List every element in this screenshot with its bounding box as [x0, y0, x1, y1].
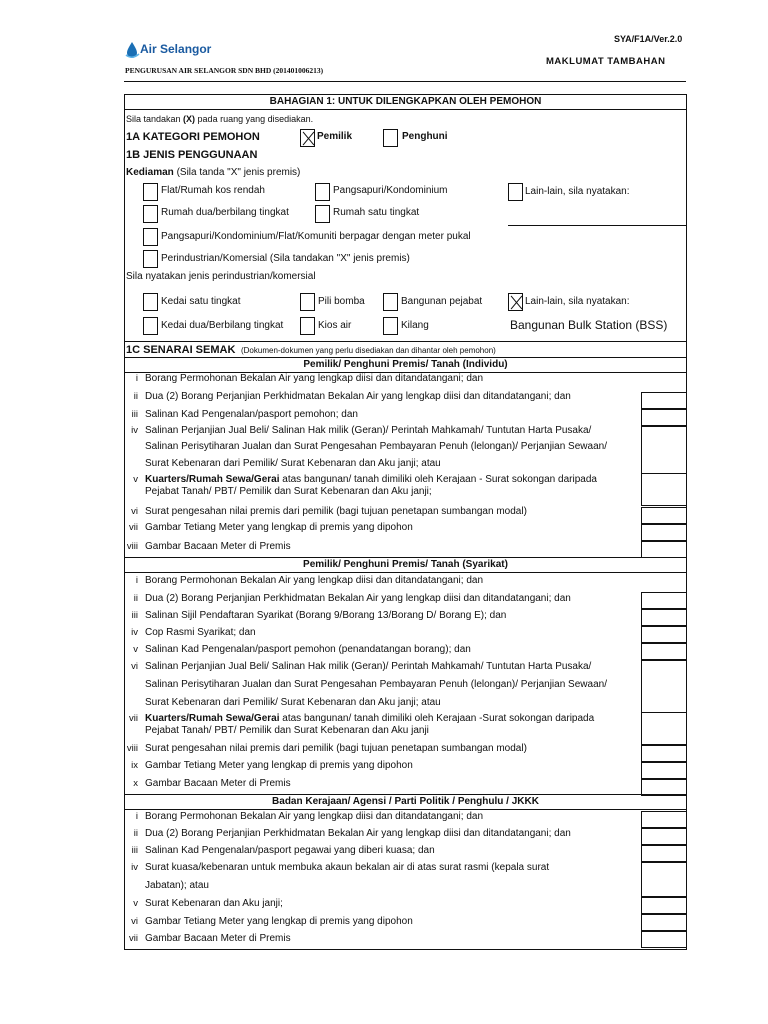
row-text: Salinan Perisytiharan Jualan dan Surat Pengesahan Pembayaran Penuh (lelongan)/ Perjanjian Sewaan/ [145, 441, 607, 452]
group-title: Pemilik/ Penghuni Premis/ Tanah (Syarikat) [303, 559, 508, 570]
rule [124, 109, 687, 110]
row-text: Surat pengesahan nilai premis dari pemilik (bagi tujuan penetapan sumbangan modal) [145, 506, 527, 517]
checklist-box[interactable] [641, 828, 687, 845]
label-kedai-satu: Kedai satu tingkat [161, 296, 241, 307]
row-text: Salinan Sijil Pendaftaran Syarikat (Borang 9/Borang 13/Borang D/ Borang E); dan [145, 610, 507, 621]
row-text: Salinan Perisytiharan Jualan dan Surat Pengesahan Pembayaran Penuh (lelongan)/ Perjanjian Sewaan/ [145, 679, 607, 690]
checklist-box[interactable] [641, 811, 687, 828]
row-text: Gambar Tetiang Meter yang lengkap di premis yang dipohon [145, 916, 413, 927]
row-number: ii [133, 391, 138, 402]
row-text: Salinan Kad Pengenalan/pasport pemohon (penandatangan borang); dan [145, 644, 471, 655]
checkbox-pili[interactable] [300, 293, 315, 311]
checklist-box[interactable] [641, 931, 687, 948]
lain-industri-value[interactable]: Bangunan Bulk Station (BSS) [510, 318, 668, 332]
label-kios: Kios air [318, 320, 352, 331]
row-text: Dua (2) Borang Perjanjian Perkhidmatan Bekalan Air yang lengkap diisi dan ditandatangani; dan [145, 828, 571, 839]
checkbox-pukal[interactable] [143, 228, 158, 246]
checkbox-industri[interactable] [143, 250, 158, 268]
row-number: v [133, 474, 138, 485]
label-lain-industri: Lain-lain, sila nyatakan: [525, 296, 630, 307]
row-text: Gambar Bacaan Meter di Premis [145, 778, 291, 789]
checkbox-pejabat[interactable] [383, 293, 398, 311]
checkbox-kedai-dua[interactable] [143, 317, 158, 335]
row-number: viii [126, 541, 138, 552]
doc-title: MAKLUMAT TAMBAHAN [546, 56, 666, 67]
checklist-box[interactable] [641, 473, 687, 506]
row-number: iii [131, 409, 138, 420]
checklist-box[interactable] [641, 914, 687, 931]
label-pukal: Pangsapuri/Kondominium/Flat/Komuniti berpagar dengan meter pukal [161, 231, 471, 242]
checklist-box[interactable] [641, 845, 687, 862]
1b-label: 1B JENIS PENGGUNAAN [126, 149, 258, 161]
checklist-box[interactable] [641, 762, 687, 779]
row-number: iv [131, 627, 138, 638]
row-number: x [133, 778, 138, 789]
row-text: Surat kuasa/kebenaran untuk membuka akaun bekalan air di atas surat rasmi (kepala surat [145, 862, 550, 873]
checkbox-pemilik[interactable] [300, 129, 315, 147]
label-rumah-satu: Rumah satu tingkat [333, 207, 420, 218]
row-text: Borang Permohonan Bekalan Air yang lengkap diisi dan ditandatangani; dan [145, 811, 484, 822]
row-number: ii [133, 593, 138, 604]
row-text: Surat Kebenaran dari Pemilik/ Surat Kebenaran dan Aku janji; atau [145, 697, 441, 708]
row-text: Borang Permohonan Bekalan Air yang lengkap diisi dan ditandatangani; dan [145, 373, 484, 384]
row-number: ii [133, 828, 138, 839]
checklist-box[interactable] [641, 592, 687, 609]
row-number: i [135, 811, 138, 822]
row-text: Gambar Tetiang Meter yang lengkap di premis yang dipohon [145, 760, 413, 771]
label-penghuni: Penghuni [402, 131, 448, 142]
label-industri: Perindustrian/Komersial (Sila tandakan "X" jenis premis) [161, 253, 410, 264]
company-name: PENGURUSAN AIR SELANGOR SDN BHD (201401006213) [125, 66, 324, 75]
row-number: ix [131, 760, 138, 771]
checkbox-kilang[interactable] [383, 317, 398, 335]
section-title: BAHAGIAN 1: UNTUK DILENGKAPKAN OLEH PEMOHON [269, 96, 542, 107]
checkbox-kedai-satu[interactable] [143, 293, 158, 311]
water-drop-logo-icon [124, 41, 140, 59]
checkbox-lain-industri[interactable] [508, 293, 523, 311]
label-pangsapuri: Pangsapuri/Kondominium [333, 185, 448, 196]
checkbox-pangsapuri[interactable] [315, 183, 330, 201]
row-text: Dua (2) Borang Perjanjian Perkhidmatan Bekalan Air yang lengkap diisi dan ditandatangani; dan [145, 593, 571, 604]
row-text [145, 474, 597, 486]
checkbox-kios[interactable] [300, 317, 315, 335]
row-number: i [135, 373, 138, 384]
lain-kediaman-input-line[interactable] [508, 225, 686, 226]
label-pili: Pili bomba [318, 296, 365, 307]
checklist-box[interactable] [641, 897, 687, 914]
rule [124, 341, 687, 342]
checklist-box[interactable] [641, 745, 687, 762]
checklist-box[interactable] [641, 643, 687, 660]
group-rule [124, 809, 687, 810]
row-number: viii [126, 743, 138, 754]
form-code: SYA/F1A/Ver.2.0 [614, 34, 683, 44]
row-text: Salinan Kad Pengenalan/pasport pemohon; dan [145, 409, 358, 420]
row-text: Salinan Kad Pengenalan/pasport pegawai yang diberi kuasa; dan [145, 845, 435, 856]
row-text: Surat pengesahan nilai premis dari pemilik (bagi tujuan penetapan sumbangan modal) [145, 743, 527, 754]
header-rule [124, 81, 686, 82]
row-number: vi [131, 916, 138, 927]
row-text-bold: Kuarters/Rumah Sewa/Gerai [145, 713, 280, 724]
group-rule [124, 794, 687, 795]
row-text: Jabatan); atau [145, 880, 209, 891]
row-number: iv [131, 425, 138, 436]
row-text: Surat Kebenaran dari Pemilik/ Surat Kebenaran dan Aku janji; atau [145, 458, 441, 469]
checklist-box[interactable] [641, 392, 687, 409]
logo-text: Air Selangor [140, 42, 212, 56]
label-kilang: Kilang [401, 320, 429, 331]
row-text: Salinan Perjanjian Jual Beli/ Salinan Hak milik (Geran)/ Perintah Mahkamah/ Tuntutan Harta Pusaka/ [145, 661, 592, 672]
row-number: iii [131, 845, 138, 856]
row-text: Surat Kebenaran dan Aku janji; [145, 898, 283, 909]
row-text-rest: atas bangunan/ tanah dimiliki oleh Kerajaan - Surat sokongan daripada [279, 474, 597, 485]
checklist-box[interactable] [641, 507, 687, 524]
row-text: Gambar Bacaan Meter di Premis [145, 933, 291, 944]
label-kedai-dua: Kedai dua/Berbilang tingkat [161, 320, 284, 331]
checkbox-penghuni[interactable] [383, 129, 398, 147]
row-number: vii [129, 933, 138, 944]
group-rule [124, 572, 687, 573]
industri-prompt: Sila nyatakan jenis perindustrian/komersial [126, 271, 316, 282]
row-text-continued: Pejabat Tanah/ PBT/ Pemilik dan Surat Kebenaran dan Aku janji [145, 725, 429, 736]
row-number: vii [129, 522, 138, 533]
row-text: Cop Rasmi Syarikat; dan [145, 627, 256, 638]
row-text: Gambar Bacaan Meter di Premis [145, 541, 291, 552]
group-title: Pemilik/ Penghuni Premis/ Tanah (Individu) [303, 359, 508, 370]
row-number: vi [131, 506, 138, 517]
kediaman-label: Kediaman (Sila tanda "X" jenis premis) [126, 167, 301, 178]
label-pejabat: Bangunan pejabat [401, 296, 483, 307]
1c-label: 1C SENARAI SEMAK (Dokumen-dokumen yang perlu disediakan dan dihantar oleh pemohon) [126, 344, 496, 356]
checklist-box[interactable] [641, 409, 687, 426]
checkbox-rumah-satu[interactable] [315, 205, 330, 223]
label-rumah-dua: Rumah dua/berbilang tingkat [161, 207, 289, 218]
label-flat: Flat/Rumah kos rendah [161, 185, 265, 196]
group-title: Badan Kerajaan/ Agensi / Parti Politik / Penghulu / JKKK [272, 796, 539, 807]
checkbox-rumah-dua[interactable] [143, 205, 158, 223]
row-text [145, 713, 594, 725]
row-text-rest: atas bangunan/ tanah dimiliki oleh Kerajaan -Surat sokongan daripada [279, 713, 595, 724]
row-number: iii [131, 610, 138, 621]
row-text: Borang Permohonan Bekalan Air yang lengkap diisi dan ditandatangani; dan [145, 575, 484, 586]
checkbox-lain-kediaman[interactable] [508, 183, 523, 201]
checklist-box[interactable] [641, 862, 687, 897]
row-text-continued: Pejabat Tanah/ PBT/ Pemilik dan Surat Kebenaran dan Aku janji; [145, 486, 432, 497]
checklist-box[interactable] [641, 524, 687, 541]
row-text: Salinan Perjanjian Jual Beli/ Salinan Hak milik (Geran)/ Perintah Mahkamah/ Tuntutan Harta Pusaka/ [145, 425, 592, 436]
checklist-box[interactable] [641, 541, 687, 558]
group-rule [124, 357, 687, 358]
checkbox-flat[interactable] [143, 183, 158, 201]
row-number: vi [131, 661, 138, 672]
row-text: Dua (2) Borang Perjanjian Perkhidmatan Bekalan Air yang lengkap diisi dan ditandatangani; dan [145, 391, 571, 402]
row-number: v [133, 898, 138, 909]
group-rule [124, 557, 687, 558]
row-number: v [133, 644, 138, 655]
label-lain-kediaman: Lain-lain, sila nyatakan: [525, 186, 630, 197]
row-number: vii [129, 713, 138, 724]
checklist-box[interactable] [641, 626, 687, 643]
row-text: Gambar Tetiang Meter yang lengkap di premis yang dipohon [145, 522, 413, 533]
checklist-box[interactable] [641, 609, 687, 626]
label-pemilik: Pemilik [317, 131, 353, 142]
1a-label: 1A KATEGORI PEMOHON [126, 131, 260, 143]
row-number: iv [131, 862, 138, 873]
instruction: Sila tandakan (X) pada ruang yang disediakan. [126, 114, 314, 124]
checklist-box[interactable] [641, 712, 687, 745]
row-text-bold: Kuarters/Rumah Sewa/Gerai [145, 474, 280, 485]
row-number: i [135, 575, 138, 586]
